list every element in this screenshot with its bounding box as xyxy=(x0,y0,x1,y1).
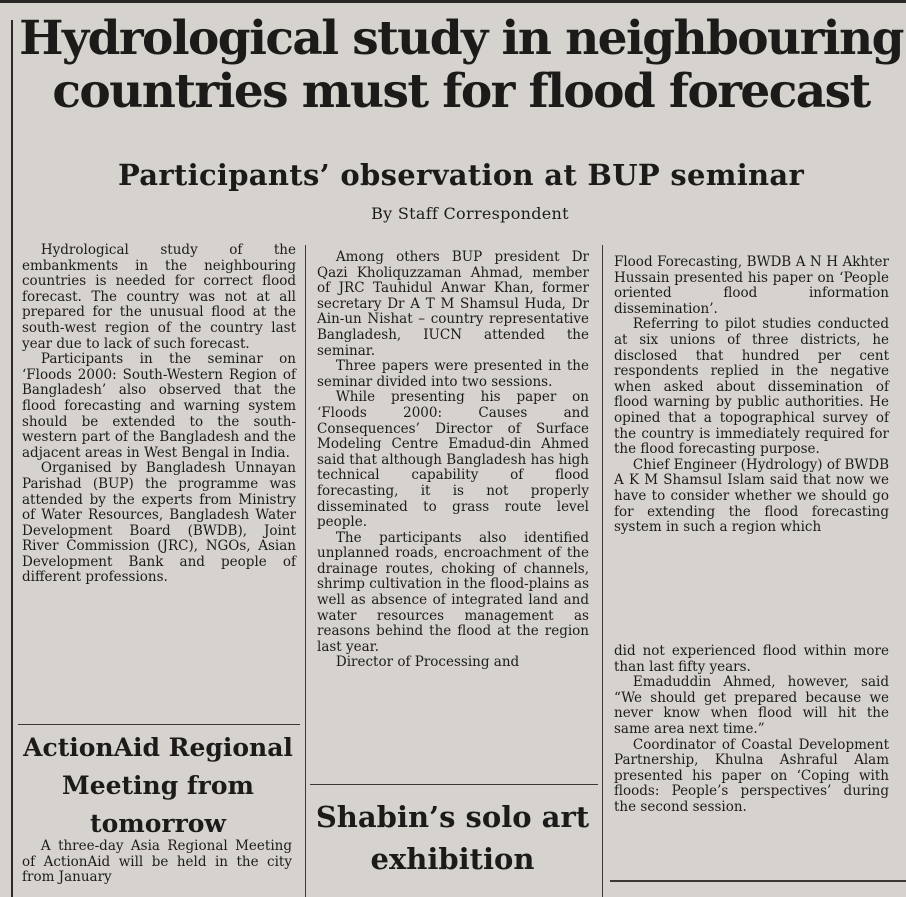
top-rule xyxy=(0,0,906,3)
paragraph: Referring to pilot studies conducted at six unions of three districts, he disclosed that hundred per cent respondents replied in the negative when asked about dissemination of flood warning by public authorities. He opined that a topographical survey of the country is immediately required for the flood forecasting purpose. xyxy=(614,316,889,458)
article-column-1 xyxy=(22,243,296,586)
left-column-rule xyxy=(11,20,13,897)
article-column-2 xyxy=(317,250,589,671)
paragraph: Among others BUP president Dr Qazi Kholiquzzaman Ahmad, member of JRC Tauhidul Anwar Khan, former secretary Dr A T M Shamsul Huda, Dr Ain-un Nishat – country representative Bangladesh, IUCN attended the seminar. xyxy=(317,249,589,359)
paragraph: Organised by Bangladesh Unnayan Parishad (BUP) the programme was attended by the experts from Ministry of Water Resources, Bangladesh Water Development Board (BWDB), Joint River Commission (JRC), NGOs, Asian Development Bank and people of different professions. xyxy=(22,460,296,586)
article-column-3-continued xyxy=(614,644,889,816)
column-divider xyxy=(305,245,306,897)
paragraph: Chief Engineer (Hydrology) of BWDB A K M Shamsul Islam said that now we have to consider whether we should go for extending the flood forecasting system in such a region which xyxy=(614,456,889,536)
paragraph: Coordinator of Coastal Development Partnership, Khulna Ashraful Alam presented his paper on ‘Coping with floods: People’s perspectives’ during the second session. xyxy=(614,736,889,815)
headline: Hydrological study in neighbouring countries must for flood forecast xyxy=(19,11,903,119)
subheadline: Participants’ observation at BUP seminar xyxy=(117,158,805,192)
paragraph: While presenting his paper on ‘Floods 2000: Causes and Consequences’ Director of Surface Modeling Centre Emadud-din Ahmed said that although Bangladesh has high technical capability of flood forecasting, it is not properly disseminated to grass route level people. xyxy=(317,389,589,531)
column-divider xyxy=(602,245,603,897)
story3-headline: Shabin’s solo art exhibition xyxy=(315,800,590,876)
story-separator xyxy=(18,724,300,725)
paragraph: did not experienced flood within more than last fifty years. xyxy=(614,643,889,675)
story2-text xyxy=(22,839,292,886)
paragraph: Director of Processing and xyxy=(335,654,520,671)
article-column-3 xyxy=(614,255,889,536)
story2-headline: ActionAid Regional Meeting from tomorrow xyxy=(23,733,293,838)
byline: By Staff Correspondent xyxy=(371,204,569,223)
story-separator xyxy=(310,784,598,785)
paragraph: Participants in the seminar on ‘Floods 2000: South-Western Region of Bangladesh’ also observed that the flood forecasting and warning system should be extended to the south-western part of the Bangladesh and the adjacent areas in West Bengal in India. xyxy=(22,351,296,461)
paragraph: Three papers were presented in the seminar divided into two sessions. xyxy=(317,358,589,390)
bottom-rule xyxy=(610,880,906,882)
paragraph: Flood Forecasting, BWDB A N H Akhter Hussain presented his paper on ‘People oriented flood information dissemination’. xyxy=(614,254,889,317)
paragraph: Hydrological study of the embankments in the neighbouring countries is needed for correct flood forecast. The country was not at all prepared for the unusual flood at the south-west region of the country last year due to lack of such forecast. xyxy=(22,242,296,352)
paragraph: Emaduddin Ahmed, however, said “We should get prepared because we never know when flood will hit the same area next time.” xyxy=(614,674,889,737)
paragraph: The participants also identified unplanned roads, encroachment of the drainage routes, choking of channels, shrimp cultivation in the flood-plains as well as absence of integrated land and water resources management as reasons behind the flood at the region last year. xyxy=(317,529,589,655)
paragraph: A three-day Asia Regional Meeting of ActionAid will be held in the city from January xyxy=(22,838,292,886)
